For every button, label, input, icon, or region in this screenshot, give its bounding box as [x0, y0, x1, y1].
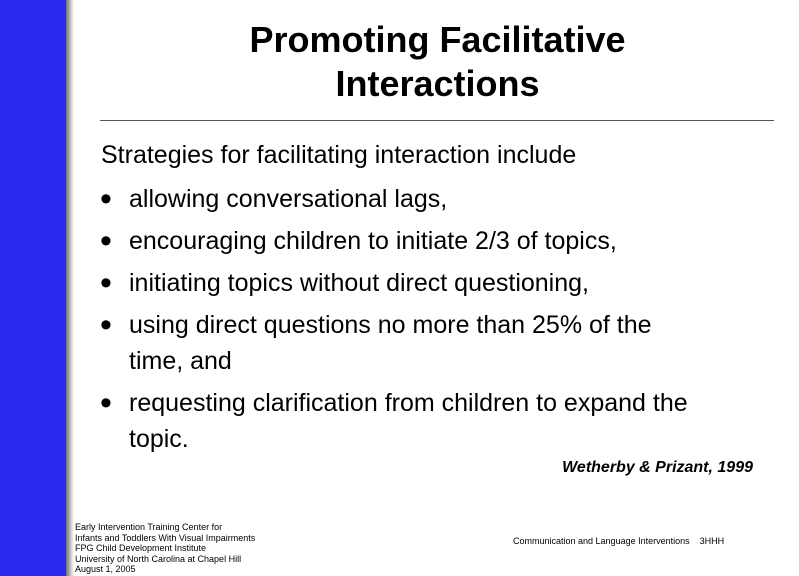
bullet-list [100, 181, 770, 463]
footer-date: August 1, 2005 [75, 564, 136, 574]
bullet-text: encouraging children to initiate 2/3 of topics, [129, 227, 617, 255]
footer-slide-code: 3HHH [699, 536, 725, 546]
citation: Wetherby & Prizant, 1999 [562, 459, 753, 476]
title-line-2: Interactions [335, 63, 540, 104]
title-divider [100, 120, 774, 121]
bullet-item-4 [100, 307, 770, 379]
side-color-bar [0, 0, 66, 576]
bullet-text: allowing conversational lags, [129, 185, 448, 213]
footer-line: Early Intervention Training Center for [75, 522, 223, 532]
bullet-icon: • [100, 180, 112, 218]
bullet-text: initiating topics without direct questioning, [129, 269, 589, 297]
bullet-text: using direct questions no more than 25% of the [129, 311, 652, 339]
bullet-text-continued: time, and [129, 347, 232, 375]
footer-module [513, 536, 724, 546]
bullet-icon: • [100, 384, 112, 422]
footer-line: FPG Child Development Institute [75, 543, 207, 553]
intro-text: Strategies for facilitating interaction include [101, 141, 577, 169]
footer-line: Infants and Toddlers With Visual Impairments [75, 532, 256, 543]
bullet-item-5 [100, 385, 770, 457]
bullet-text: requesting clarification from children to expand the [129, 389, 688, 417]
slide-title [110, 18, 765, 106]
footer-module-title: Communication and Language Interventions [513, 536, 690, 546]
bullet-item-1 [100, 181, 770, 217]
bullet-icon: • [100, 306, 112, 344]
bullet-icon: • [100, 222, 112, 260]
bullet-item-2 [100, 223, 770, 259]
title-line-1: Promoting Facilitative [249, 19, 626, 60]
bullet-icon: • [100, 264, 112, 302]
side-bar-shadow [66, 0, 74, 576]
footer-line: University of North Carolina at Chapel Hill [75, 553, 242, 564]
footer-organization [75, 522, 255, 575]
bullet-item-3 [100, 265, 770, 301]
bullet-text-continued: topic. [129, 425, 189, 453]
